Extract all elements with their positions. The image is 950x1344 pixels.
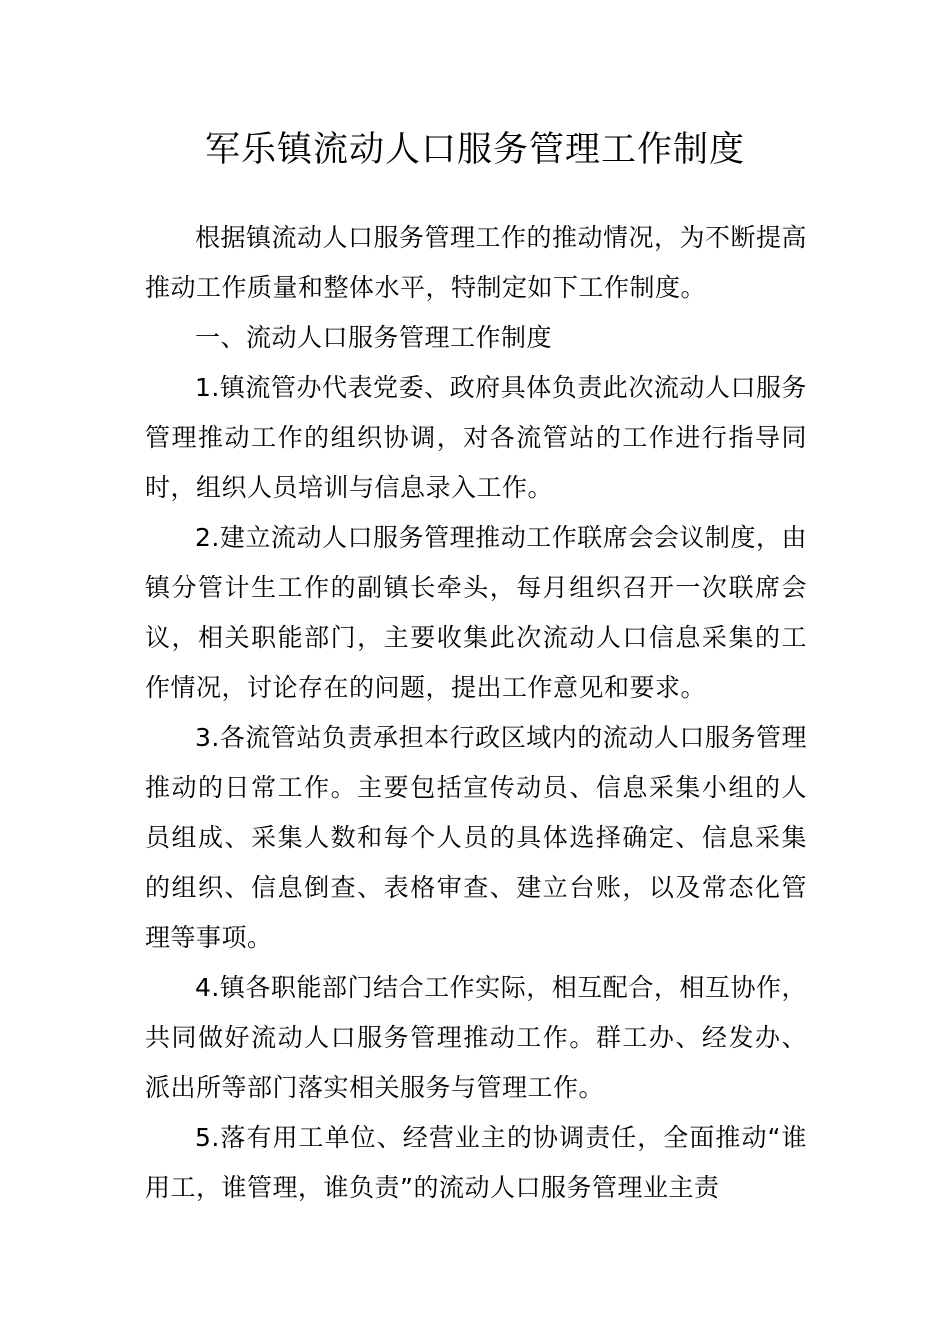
paragraph-item-3: 3.各流管站负责承担本行政区域内的流动人口服务管理推动的日常工作。主要包括宣传动员、信息采集小组的人员组成、采集人数和每个人员的具体选择确定、信息采集的组织、信息倒查、表格审查、建立台账，以及常态化管理等事项。 bbox=[145, 723, 807, 952]
intro-paragraph: 根据镇流动人口服务管理工作的推动情况，为不断提高推动工作质量和整体水平，特制定如下工作制度。 bbox=[145, 223, 808, 302]
paragraph-item-5: 5.落有用工单位、经营业主的协调责任，全面推动“谁用工，谁管理，谁负责”的流动人口服务管理业主责 bbox=[145, 1123, 807, 1202]
document-body bbox=[145, 213, 807, 1213]
document-title: 军乐镇流动人口服务管理工作制度 bbox=[204, 130, 745, 170]
section-heading: 一、流动人口服务管理工作制度 bbox=[195, 323, 553, 352]
paragraph-item-1: 1.镇流管办代表党委、政府具体负责此次流动人口服务管理推动工作的组织协调，对各流管站的工作进行指导同时，组织人员培训与信息录入工作。 bbox=[145, 373, 807, 502]
paragraph-item-2: 2.建立流动人口服务管理推动工作联席会会议制度，由镇分管计生工作的副镇长牵头，每月组织召开一次联席会议，相关职能部门，主要收集此次流动人口信息采集的工作情况，讨论存在的问题，提出工作意见和要求。 bbox=[145, 523, 807, 702]
paragraph-item-4: 4.镇各职能部门结合工作实际，相互配合，相互协作，共同做好流动人口服务管理推动工作。群工办、经发办、派出所等部门落实相关服务与管理工作。 bbox=[145, 973, 807, 1102]
